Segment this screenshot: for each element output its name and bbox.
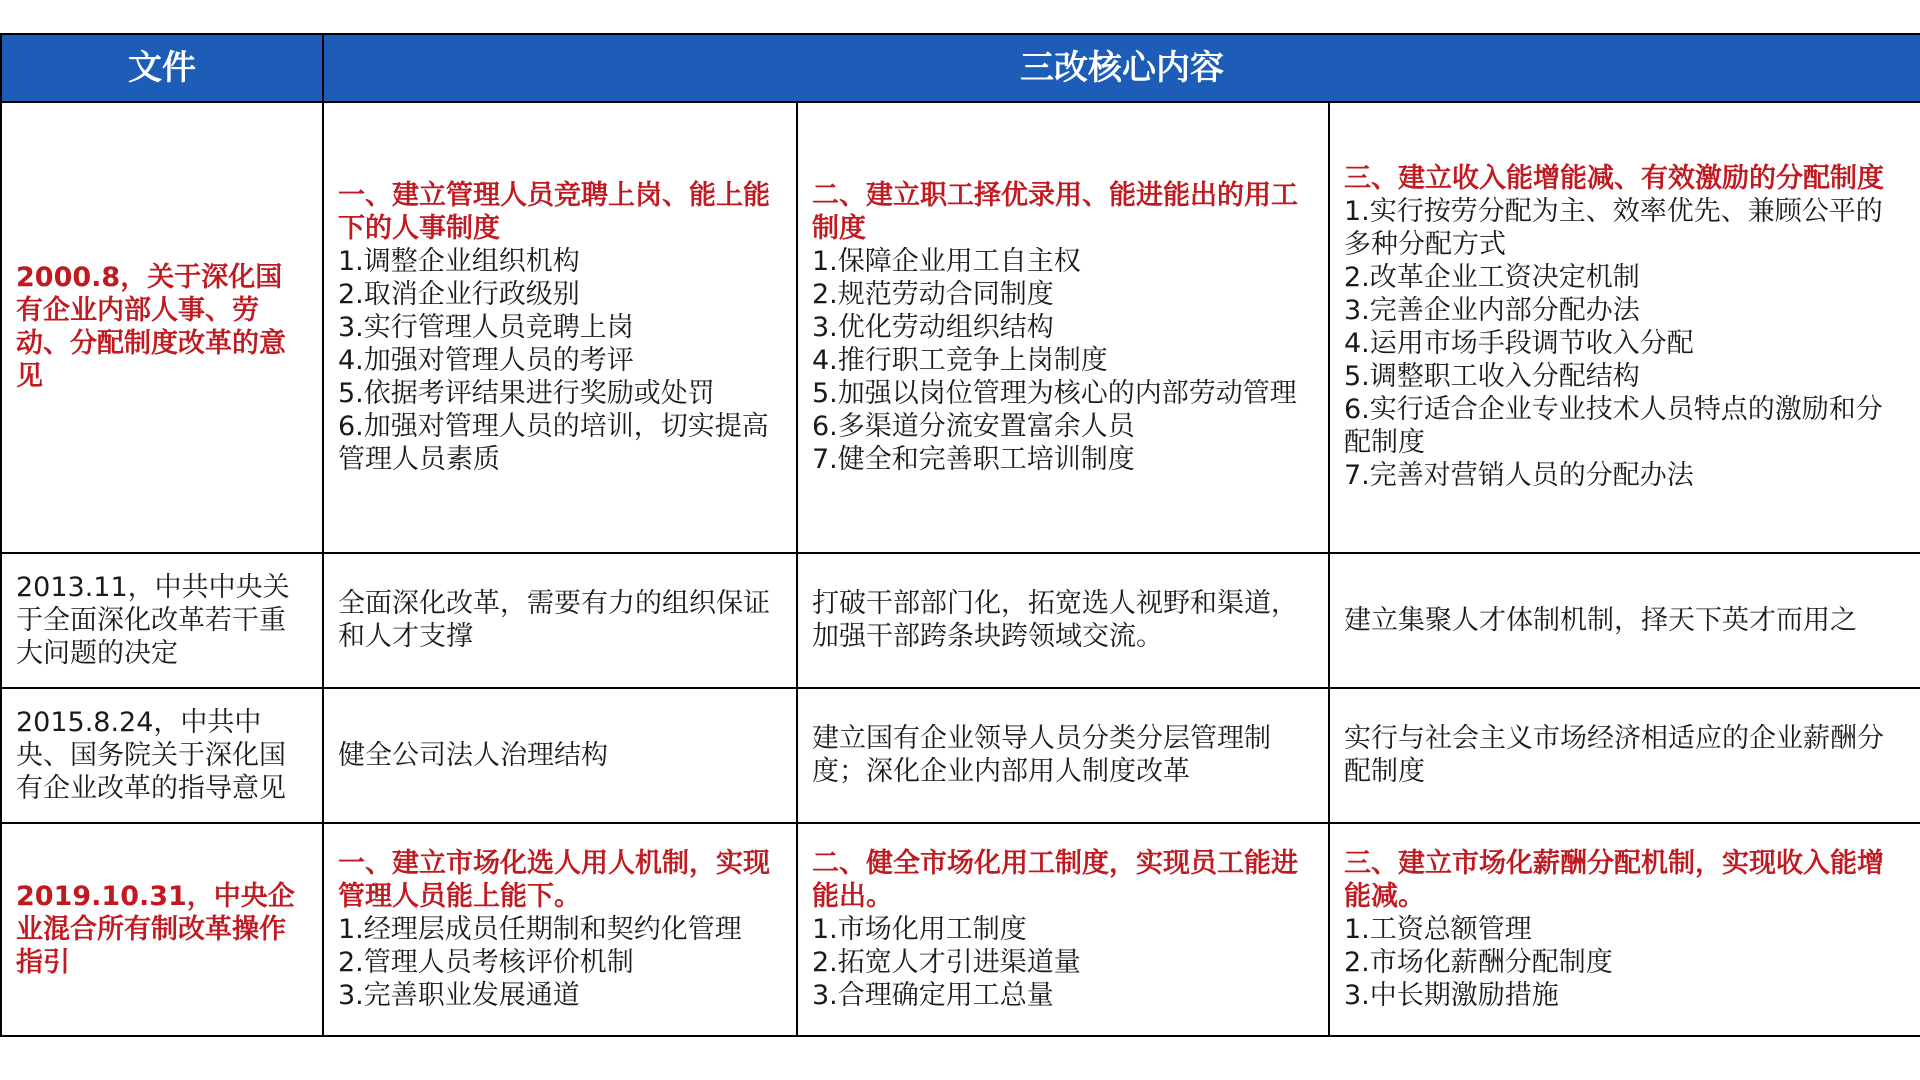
content-item: 7.完善对营销人员的分配办法 — [1344, 460, 1694, 492]
content-item: 健全公司法人治理结构 — [338, 739, 608, 771]
header-file: 文件 — [1, 34, 323, 102]
content-item: 7.健全和完善职工培训制度 — [812, 443, 1135, 475]
content-item: 4.加强对管理人员的考评 — [338, 344, 634, 376]
content-heading: 二、建立职工择优录用、能进能出的用工制度 — [812, 179, 1298, 244]
content-item: 3.合理确定用工总量 — [812, 979, 1054, 1011]
file-cell: 2015.8.24，中共中央、国务院关于深化国有企业改革的指导意见 — [1, 688, 323, 823]
content-item: 2.取消企业行政级别 — [338, 278, 580, 310]
content-item: 4.推行职工竞争上岗制度 — [812, 344, 1108, 376]
content-cell — [323, 102, 797, 553]
content-item: 建立国有企业领导人员分类分层管理制度；深化企业内部用人制度改革 — [812, 723, 1271, 788]
content-item: 1.市场化用工制度 — [812, 913, 1027, 945]
content-item: 5.调整职工收入分配结构 — [1344, 361, 1640, 393]
content-item: 1.保障企业用工自主权 — [812, 245, 1081, 277]
content-item: 建立集聚人才体制机制，择天下英才而用之 — [1344, 604, 1857, 636]
content-cell — [1329, 688, 1920, 823]
content-cell — [323, 823, 797, 1036]
content-cell — [797, 688, 1329, 823]
content-item: 5.加强以岗位管理为核心的内部劳动管理 — [812, 377, 1297, 409]
content-item: 3.中长期激励措施 — [1344, 979, 1559, 1011]
content-item: 打破干部部门化，拓宽选人视野和渠道，加强干部跨条块跨领域交流。 — [812, 588, 1298, 653]
content-heading: 一、建立管理人员竞聘上岗、能上能下的人事制度 — [338, 179, 770, 244]
content-item: 1.工资总额管理 — [1344, 913, 1532, 945]
content-cell — [1329, 553, 1920, 688]
content-item: 5.依据考评结果进行奖励或处罚 — [338, 377, 715, 409]
content-item: 3.优化劳动组织结构 — [812, 311, 1054, 343]
content-cell — [1329, 823, 1920, 1036]
content-item: 2.拓宽人才引进渠道量 — [812, 946, 1081, 978]
content-cell — [797, 553, 1329, 688]
table-row — [1, 823, 1920, 1036]
header-content: 三改核心内容 — [323, 34, 1920, 102]
content-cell — [323, 688, 797, 823]
content-cell — [323, 553, 797, 688]
content-heading: 一、建立市场化选人用人机制，实现管理人员能上能下。 — [338, 847, 770, 912]
file-cell: 2013.11，中共中央关于全面深化改革若干重大问题的决定 — [1, 553, 323, 688]
content-cell — [797, 102, 1329, 553]
content-item: 3.完善职业发展通道 — [338, 979, 580, 1011]
content-item: 4.运用市场手段调节收入分配 — [1344, 328, 1694, 360]
content-item: 1.调整企业组织机构 — [338, 245, 580, 277]
reform-table — [0, 33, 1920, 1037]
content-item: 2.管理人员考核评价机制 — [338, 946, 634, 978]
content-item: 实行与社会主义市场经济相适应的企业薪酬分配制度 — [1344, 723, 1884, 788]
content-item: 1.实行按劳分配为主、效率优先、兼顾公平的多种分配方式 — [1344, 196, 1883, 261]
content-item: 1.经理层成员任期制和契约化管理 — [338, 913, 742, 945]
file-cell: 2019.10.31，中央企业混合所有制改革操作指引 — [1, 823, 323, 1036]
content-item: 3.完善企业内部分配办法 — [1344, 295, 1640, 327]
content-item: 3.实行管理人员竞聘上岗 — [338, 311, 634, 343]
content-item: 2.改革企业工资决定机制 — [1344, 262, 1640, 294]
content-heading: 三、建立市场化薪酬分配机制，实现收入能增能减。 — [1344, 847, 1884, 912]
content-cell — [1329, 102, 1920, 553]
content-item: 6.多渠道分流安置富余人员 — [812, 410, 1135, 442]
content-cell — [797, 823, 1329, 1036]
table-row — [1, 688, 1920, 823]
table-row — [1, 553, 1920, 688]
content-item: 2.市场化薪酬分配制度 — [1344, 946, 1613, 978]
content-item: 6.实行适合企业专业技术人员特点的激励和分配制度 — [1344, 394, 1883, 459]
table-row — [1, 102, 1920, 553]
content-heading: 三、建立收入能增能减、有效激励的分配制度 — [1344, 163, 1884, 195]
table-header-row — [1, 34, 1920, 102]
file-cell: 2000.8，关于深化国有企业内部人事、劳动、分配制度改革的意见 — [1, 102, 323, 553]
content-heading: 二、健全市场化用工制度，实现员工能进能出。 — [812, 847, 1298, 912]
content-item: 全面深化改革，需要有力的组织保证和人才支撑 — [338, 588, 770, 653]
content-item: 2.规范劳动合同制度 — [812, 278, 1054, 310]
content-item: 6.加强对管理人员的培训，切实提高管理人员素质 — [338, 410, 769, 475]
